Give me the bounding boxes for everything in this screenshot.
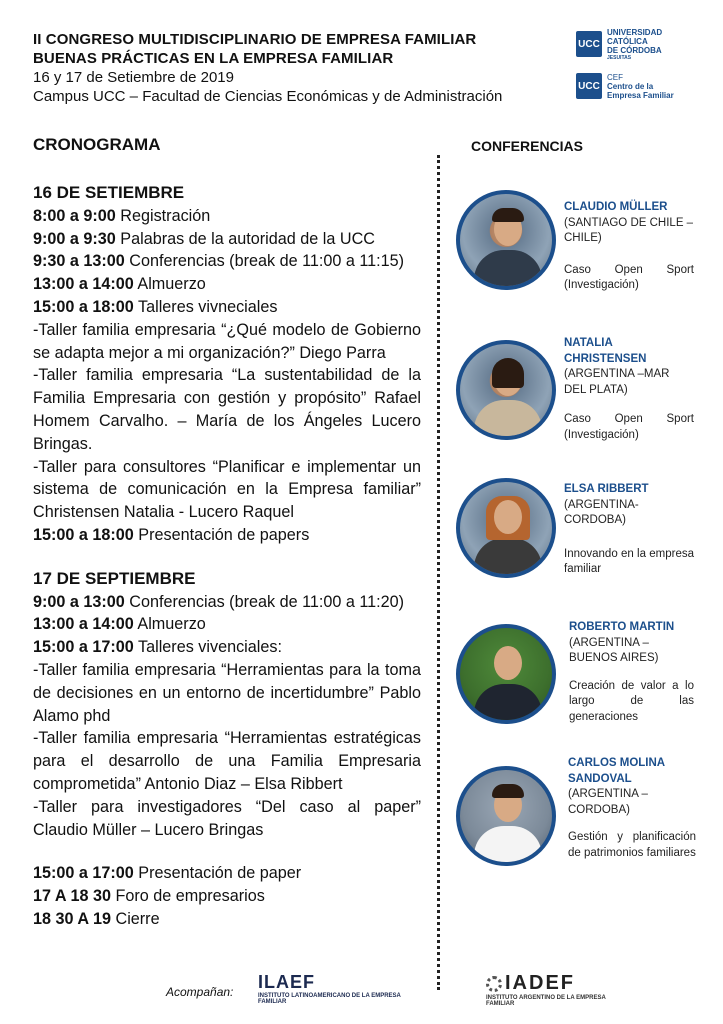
iadef-logo-subtitle: INSTITUTO ARGENTINO DE LA EMPRESA FAMILIAR [486,995,606,1007]
congress-dates: 16 y 17 de Setiembre de 2019 [33,69,234,86]
speaker-topic: Innovando en la empresa familiar [564,547,694,575]
day-heading: 16 DE SETIEMBRE [33,183,185,202]
acompanan-label: Acompañan: [166,985,234,999]
ucc-logo-line: DE CÓRDOBA [607,45,662,55]
schedule-item: 9:30 a 13:00 Conferencias (break de 11:00 a 11:15) [33,252,405,271]
speaker-card [456,757,706,876]
speaker-topic: Caso Open Sport (Investigación) [564,263,694,291]
header [33,30,503,106]
ilaef-logo-text: ILAEF [258,972,315,992]
schedule-item: 18 30 A 19 Cierre [33,909,160,928]
cef-logo-line: Centro de la [607,81,654,91]
logos [576,27,706,114]
workshop: -Taller familia empresaria “La sustentabilidad de la Familia Empresaria con gestión y propósito” Rafael Homem Carvalho. – María de los Ángeles Lucero Bringas. [33,366,421,453]
speaker-name: ROBERTO MARTIN [569,621,675,633]
speaker-name: CLAUDIO MÜLLER [564,201,668,213]
conferencias-title: CONFERENCIAS [471,138,584,154]
schedule [33,182,421,931]
ucc-logo-line: JESUITAS [607,54,632,61]
schedule-item: 9:00 a 9:30 Palabras de la autoridad de la UCC [33,229,375,248]
schedule-item: 15:00 a 17:00 Presentación de paper [33,864,302,883]
speaker-name: NATALIA CHRISTENSEN [564,337,647,365]
congress-subtitle: BUENAS PRÁCTICAS EN LA EMPRESA FAMILIAR [33,50,394,67]
workshop: -Taller para investigadores “Del caso al paper” Claudio Müller – Lucero Bringas [33,797,421,839]
speaker-location: (ARGENTINA – BUENOS AIRES) [569,636,659,664]
congress-venue: Campus UCC – Facultad de Ciencias Económicas y de Administración [33,88,503,105]
speaker-photo [456,190,556,290]
footer [0,968,723,1024]
speaker-card [456,478,706,588]
speaker-location: (ARGENTINA – CORDOBA) [568,788,648,816]
speaker-topic: Caso Open Sport (Investigación) [564,413,694,441]
speaker-topic: Creación de valor a lo largo de las generaciones [569,679,694,723]
schedule-item: 15:00 a 18:00 Presentación de papers [33,525,310,544]
iadef-logo [486,972,606,1007]
workshop: -Taller familia empresaria “Herramientas para la toma de decisiones en un entorno de incertidumbre” Pablo Alamo phd [33,660,421,725]
speaker-topic: Gestión y planificación de patrimonios familiares [568,831,696,859]
workshop: -Taller familia empresaria “¿Qué modelo de Gobierno se adapta mejor a mi organización?” Diego Parra [33,320,421,362]
cef-logo-line: CEF [607,72,623,82]
ilaef-logo-subtitle: INSTITUTO LATINOAMERICANO DE LA EMPRESA FAMILIAR [258,993,401,1005]
ilaef-logo [258,972,428,1005]
workshop: -Taller familia empresaria “Herramientas estratégicas para el desarrollo de una Familia Empresaria comprometida” Antonio Diaz – Elsa Ribbert [33,729,421,793]
speaker-name: CARLOS MOLINA SANDOVAL [568,757,665,785]
speaker-card [456,337,706,450]
ucc-logo [576,27,706,61]
schedule-item: 8:00 a 9:00 Registración [33,206,211,225]
speaker-photo [456,624,556,724]
speaker-photo [456,766,556,866]
schedule-item: 13:00 a 14:00 Almuerzo [33,615,206,634]
cef-logo-line: Empresa Familiar [607,90,674,100]
ucc-logo-box: UCC [576,31,602,57]
schedule-item: 9:00 a 13:00 Conferencias (break de 11:00 a 11:20) [33,592,405,611]
speaker-card [456,190,706,300]
speaker-location: (ARGENTINA-CORDOBA) [564,498,639,526]
speaker-photo [456,340,556,440]
schedule-item: 17 A 18 30 Foro de empresarios [33,887,265,906]
schedule-item: 15:00 a 17:00 Talleres vivenciales: [33,638,282,657]
congress-title: II CONGRESO MULTIDISCIPLINARIO DE EMPRESA FAMILIAR [33,31,477,48]
cronograma-title: CRONOGRAMA [33,135,161,154]
cef-logo [576,72,706,100]
speaker-name: ELSA RIBBERT [564,483,649,495]
speaker-photo [456,478,556,578]
workshop: -Taller para consultores “Planificar e implementar un sistema de comunicación en la Empresa familiar” Christensen Natalia - Lucero Raquel [33,457,421,522]
ucc-logo-line: CATÓLICA [607,36,648,46]
schedule-item: 15:00 a 18:00 Talleres vivneciales [33,297,278,316]
dotted-divider [437,155,440,990]
speaker-location: (SANTIAGO DE CHILE – CHILE) [564,216,694,244]
iadef-logo-text: IADEF [505,972,575,994]
schedule-item: 13:00 a 14:00 Almuerzo [33,275,206,294]
day-heading: 17 DE SEPTIEMBRE [33,568,196,588]
gear-icon [486,976,502,992]
speaker-card [456,621,706,734]
speaker-location: (ARGENTINA –MAR DEL PLATA) [564,368,670,396]
cef-logo-box: UCC [576,73,602,99]
ucc-logo-line: UNIVERSIDAD [607,27,663,37]
